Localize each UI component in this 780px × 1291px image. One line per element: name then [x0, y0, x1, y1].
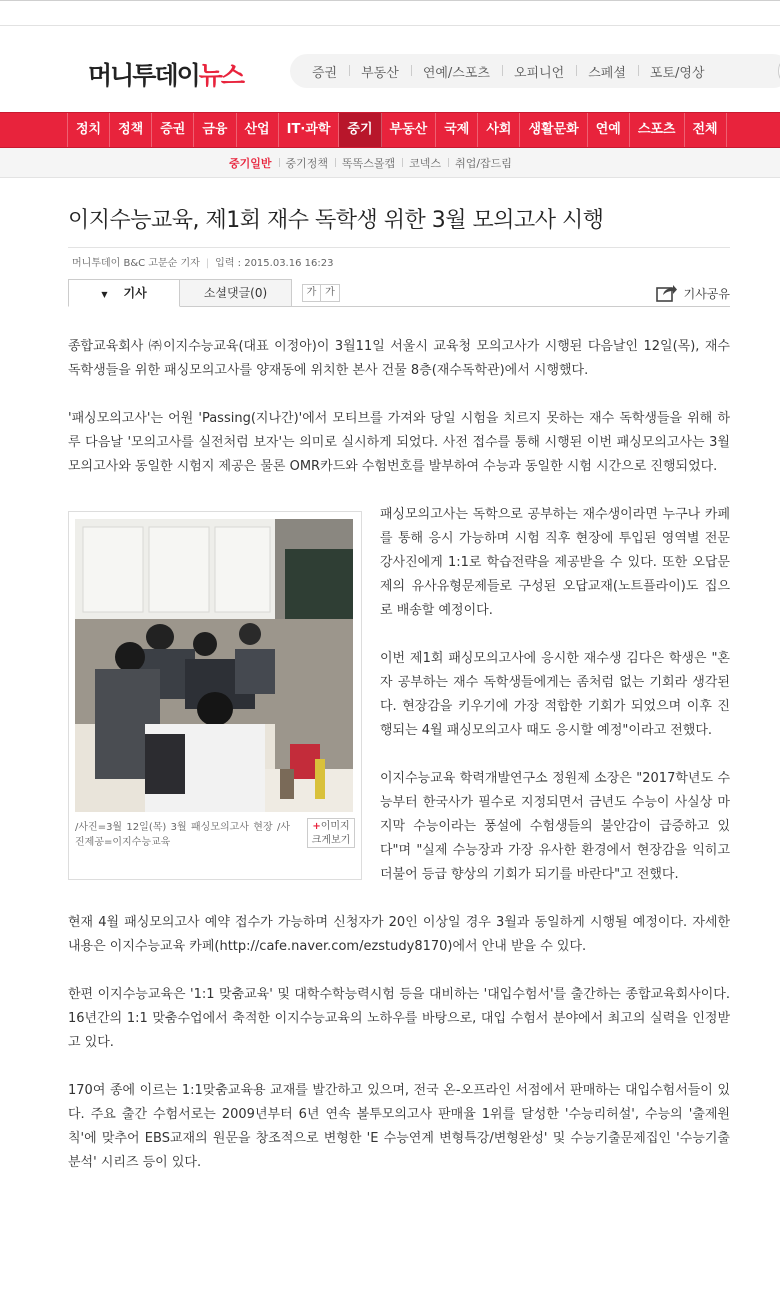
main-nav-policy[interactable]: 정책 [110, 113, 152, 147]
sub-nav-konex[interactable]: 코넥스 [402, 155, 448, 171]
article-source: 머니투데이 B&C 고문순 기자 [72, 258, 200, 269]
article-paragraph-6: 현재 4월 패싱모의고사 예약 접수가 가능하며 신청자가 20인 이상일 경우 3월과 동일하게 시행될 예정이다. 자세한 내용은 이지수능교육 카페(http://cafe.naver.com/ezstudy8170)에서 안내 받을 수 있다. [68, 915, 730, 954]
article-photo[interactable] [75, 519, 353, 812]
tab-social-comments[interactable]: 소셜댓글(0) [180, 279, 292, 307]
caret-down-icon: ▼ [101, 290, 108, 299]
main-nav-international[interactable]: 국제 [436, 113, 478, 147]
article-body [68, 335, 730, 1175]
article-paragraph-8: 170여 종에 이르는 1:1맞춤교육용 교재를 발간하고 있으며, 전국 온-오프라인 서점에서 판매하는 대입수험서들이 있다. 주요 출간 수험서로는 2009년부터 6년 연속 볼투모의고사 판매율 1위를 달성한 '수능리허설', 수능의 '출제원칙'에 맞추어 EBS교재의 원문을 창조적으로 변형한 'E 수능연계 변형특강/변형완성' 및 수능기출문제집인 '수능기출분석' 시리즈 등이 있다. [68, 1083, 730, 1170]
main-nav [0, 112, 780, 148]
site-logo[interactable] [88, 56, 243, 92]
main-nav-sme[interactable]: 중기 [339, 113, 381, 147]
service-nav-item-realestate[interactable]: 부동산 [349, 62, 411, 81]
sub-nav-sme-general[interactable]: 중기일반 [229, 157, 272, 170]
article-photo-box [68, 511, 362, 880]
service-nav-item-photo[interactable]: 포토/영상 [638, 62, 717, 81]
share-button[interactable] [656, 284, 730, 302]
article-paragraph-2: '패싱모의고사'는 어원 'Passing(지나간)'에서 모티브를 가져와 당일 시험을 치르지 못하는 재수 독학생들을 위해 하루 다음날 '모의고사를 실전처럼 보자'는 의미로 실시하게 되었다. 사전 접수를 통해 시행된 이번 패싱모의고사는 3월 모의고사와 동일한 시험지 제공은 물론 OMR카드와 수험번호를 발부하여 수능과 동일한 시험 시간으로 진행되었다. [68, 411, 730, 474]
share-icon [656, 284, 678, 302]
article-meta [68, 248, 730, 279]
top-edge [0, 0, 780, 1]
article-paragraph-5: 이지수능교육 학력개발연구소 정원제 소장은 "2017학년도 수능부터 한국사가 필수로 지정되면서 금년도 수능이 사실상 마지막 수능이라는 풍설에 수험생들의 불안감이 급증하고 있다"며 "실제 수능장과 가장 유사한 환경에서 현장감을 익히고 더불어 등급 향상의 기회가 되기를 바란다"고 전했다. [380, 771, 730, 882]
article-title: 이지수능교육, 제1회 재수 독학생 위한 3월 모의고사 시행 [68, 178, 730, 248]
main-nav-entertainment[interactable]: 연예 [588, 113, 630, 147]
sub-nav-jobs[interactable]: 취업/잡드림 [448, 155, 519, 171]
main-nav-it-science[interactable]: IT·과학 [279, 113, 340, 147]
service-nav-item-entertainment[interactable]: 연예/스포츠 [411, 62, 502, 81]
main-nav-realestate[interactable]: 부동산 [382, 113, 437, 147]
logo-main-text: 머니투데이 [88, 61, 199, 90]
main-nav-stock[interactable]: 증권 [152, 113, 194, 147]
article-tabs [68, 279, 730, 307]
main-nav-society[interactable]: 사회 [478, 113, 520, 147]
article-paragraph-7: 한편 이지수능교육은 '1:1 맞춤교육' 및 대학수학능력시험 등을 대비하는 '대입수험서'를 출간하는 종합교육회사이다. 16년간의 1:1 맞춤수업에서 축적한 이지수능교육의 노하우를 바탕으로, 대입 수험서 분야에서 최고의 실력을 인정받고 있다. [68, 987, 730, 1050]
article-paragraph-4: 이번 제1회 패싱모의고사에 응시한 재수생 김다은 학생은 "혼자 공부하는 재수 독학생들에게는 좀처럼 없는 기회라 생각된다. 현장감을 키우기에 가장 적합한 기회가 되었으며 이후 진행되는 4월 패싱모의고사 때도 응시할 예정"이라고 전했다. [380, 651, 730, 738]
article-paragraph-1: 종합교육회사 ㈜이지수능교육(대표 이정아)이 3월11일 서울시 교육청 모의고사가 시행된 다음날인 12일(목), 재수 독학생들을 위한 패싱모의고사를 양재동에 위치한 본사 건물 8층(재수독학관)에서 시행했다. [68, 339, 730, 378]
tab-article-label: 기사 [123, 286, 147, 300]
site-header [0, 26, 780, 112]
main-nav-industry[interactable]: 산업 [237, 113, 279, 147]
service-nav [290, 54, 780, 88]
service-nav-item-stock[interactable]: 증권 [312, 65, 338, 81]
photo-caption: /사진=3월 12일(목) 3월 패싱모의고사 현장 /사진제공=이지수능교육 [75, 822, 290, 848]
main-nav-all[interactable]: 전체 [685, 113, 727, 147]
sub-nav-sme-policy[interactable]: 중기정책 [279, 155, 336, 171]
main-nav-politics[interactable]: 정치 [67, 113, 110, 147]
browser-top-strip [0, 0, 780, 26]
zoom-icon: + [312, 821, 321, 832]
service-nav-item-opinion[interactable]: 오피니언 [502, 62, 576, 81]
font-decrease-button[interactable]: 가 [321, 284, 340, 302]
service-nav-item-special[interactable]: 스페셜 [576, 62, 638, 81]
article-paragraph-3: 패싱모의고사는 독학으로 공부하는 재수생이라면 누구나 카페를 통해 응시 가능하며 시험 직후 현장에 투입된 영역별 전문강사진에게 1:1로 학습전략을 제공받을 수 있다. 또한 오답문제의 유사유형문제들로 구성된 오답교재(노트플라이)도 집으로 배송할 예정이다. [380, 507, 730, 618]
zoom-label-line1: 이미지 [320, 821, 350, 832]
zoom-label-line2: 크게보기 [311, 835, 351, 846]
share-label: 기사공유 [683, 286, 730, 301]
sub-nav-smallcap[interactable]: 똑똑스몰캡 [335, 155, 402, 171]
image-zoom-button[interactable] [307, 818, 355, 848]
sub-nav [0, 148, 780, 178]
main-nav-finance[interactable]: 금융 [194, 113, 236, 147]
article-date: 입력 : 2015.03.16 16:23 [215, 258, 334, 269]
article-photo-section [68, 503, 730, 887]
logo-sub-text: 뉴스 [198, 61, 244, 90]
font-size-controls [302, 284, 340, 302]
tab-article[interactable] [68, 279, 180, 307]
font-increase-button[interactable]: 가 [302, 284, 321, 302]
main-nav-sports[interactable]: 스포츠 [630, 113, 685, 147]
meta-separator: | [205, 258, 210, 269]
classroom-photo-illustration [75, 519, 353, 812]
main-nav-lifestyle[interactable]: 생활문화 [520, 113, 587, 147]
article [68, 178, 730, 1175]
